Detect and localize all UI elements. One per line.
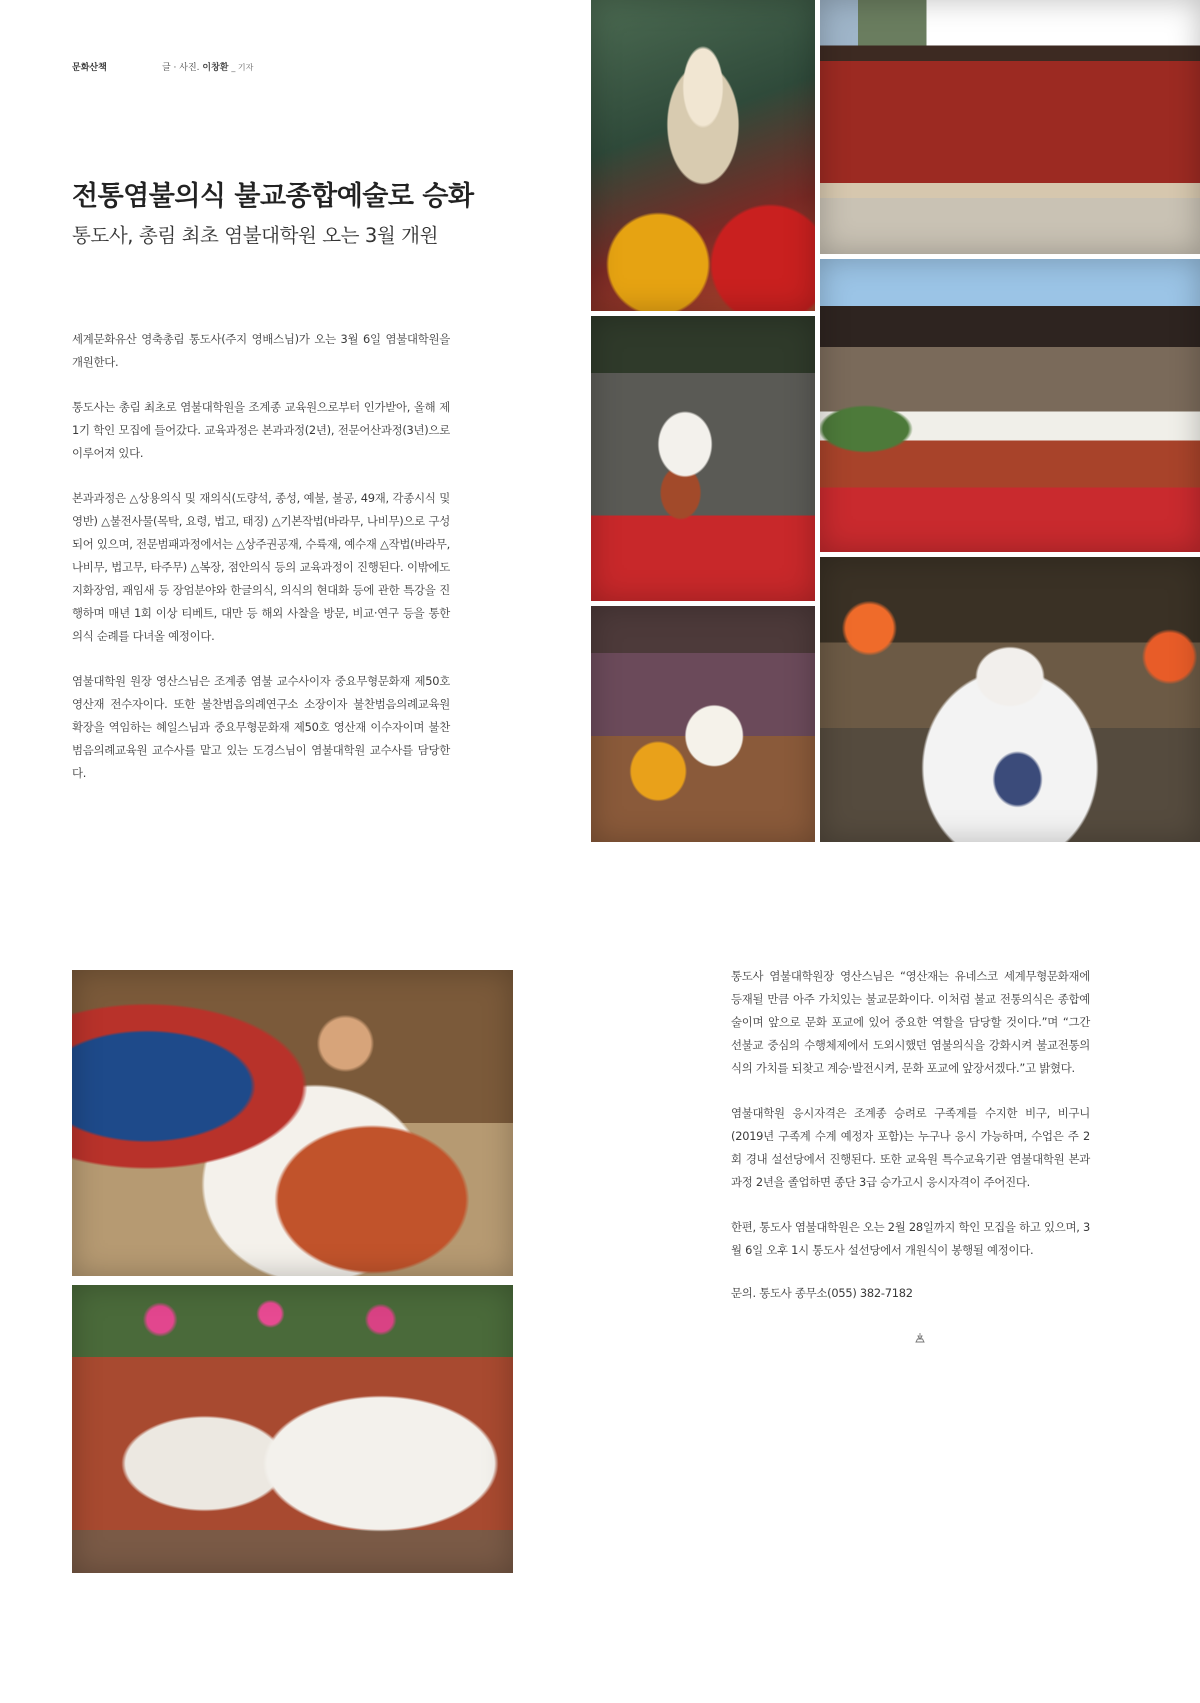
paragraph: 통도사 염불대학원장 영산스님은 “영산재는 유네스코 세계무형문화재에 등재될 만큼 아주 가치있는 불교문화이다. 이처럼 불교 전통의식은 종합예술이며 앞으로 문화 포교에 있어 중요한 역할을 담당할 것이다.”며 “그간 선불교 중심의 수행체제에서 도외시했던 염불의식을 강화시켜 불교전통의식의 가치를 되찾고 계승·발전시켜, 문화 포교에 앞장서겠다.”고 밝혔다.	[731, 969, 1090, 1075]
stupa-icon	[914, 1332, 926, 1344]
paragraph: 통도사는 총림 최초로 염불대학원을 조계종 교육원으로부터 인가받아, 올해 제1기 학인 모집에 들어갔다. 교육과정은 본과과정(2년), 전문어산과정(3년)으로 이루어져 있다.	[72, 400, 450, 460]
right-column	[731, 965, 1090, 1327]
photo-monk-ceremony	[591, 606, 815, 842]
paragraph: 세계문화유산 영축총림 통도사(주지 영배스님)가 오는 3월 6일 염불대학원을 개원한다.	[72, 332, 450, 369]
article-subtitle: 통도사, 총림 최초 염불대학원 오는 3월 개원	[72, 224, 439, 247]
photo-monk-cymbals	[591, 316, 815, 601]
left-column	[72, 328, 450, 807]
photo-buddhist-painting	[591, 0, 815, 311]
section-tag: 문화산책	[72, 63, 107, 73]
author-name: 이창환	[202, 63, 229, 73]
byline	[162, 60, 253, 73]
paragraph: 한편, 통도사 염불대학원은 오는 2월 28일까지 학인 모집을 하고 있으며, 3월 6일 오후 1시 통도사 설선당에서 개원식이 봉행될 예정이다.	[731, 1220, 1090, 1257]
byline-prefix: 글 · 사진.	[162, 63, 200, 73]
photo-butterfly-dance	[820, 557, 1200, 842]
author-role: _ 기자	[231, 63, 254, 72]
paragraph: 염불대학원 응시자격은 조계종 승려로 구족계를 수지한 비구, 비구니(2019년 구족계 수계 예정자 포함)는 누구나 응시 가능하며, 수업은 주 2회 경내 설선당에서 진행된다. 또한 교육원 특수교육기관 염불대학원 본과과정 2년을 졸업하면 종단 3급 승가고시 응시자격이 주어진다.	[731, 1106, 1090, 1189]
photo-temple-hall	[820, 0, 1200, 254]
photo-ritual-drum-procession	[820, 259, 1200, 552]
photo-monk-procession	[72, 1285, 513, 1573]
paragraph: 본과과정은 △상용의식 및 재의식(도량석, 종성, 예불, 불공, 49재, 각종시식 및 영반) △불전사물(목탁, 요령, 법고, 태징) △기본작법(바라무, 나비무)으로 구성되어 있으며, 전문범패과정에서는 △상주권공재, 수륙재, 예수재 △작법(바라무, 나비무, 법고무, 타주무) △복장, 점안의식 등의 교육과정이 진행된다. 이밖에도 지화장엄, 괘임새 등 장엄분야와 한글의식, 의식의 현대화 등에 관한 특강을 진행하며 매년 1회 이상 티베트, 대만 등 해외 사찰을 방문, 비교·연구 등을 통한 의식 순례를 다녀올 예정이다.	[72, 491, 450, 643]
contact-line: 문의. 통도사 종무소(055) 382-7182	[731, 1286, 913, 1300]
paragraph: 염불대학원 원장 영산스님은 조계종 염불 교수사이자 중요무형문화재 제50호 영산재 전수자이다. 또한 불찬범음의례연구소 소장이자 불찬범음의례교육원 확장을 역임하는 혜일스님과 중요무형문화재 제50호 영산재 이수자이며 불찬범음의례교육원 교수사를 맡고 있는 도경스님이 염불대학원 교수사를 담당한다.	[72, 674, 450, 780]
article-title: 전통염불의식 불교종합예술로 승화	[72, 181, 474, 212]
photo-monk-drum	[72, 970, 513, 1276]
